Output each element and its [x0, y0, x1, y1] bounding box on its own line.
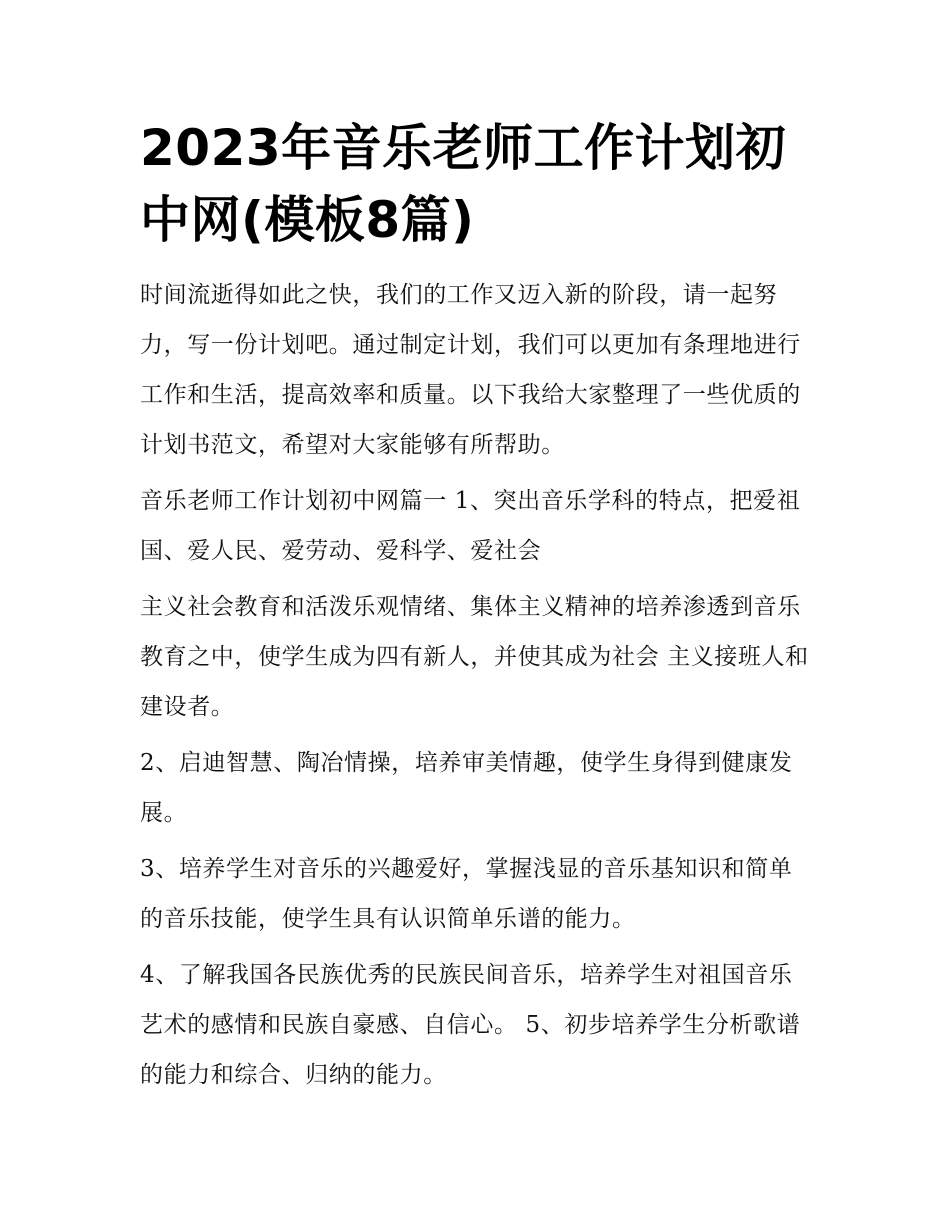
document-title: 2023年音乐老师工作计划初中网(模板8篇) [140, 119, 787, 249]
intro-paragraph: 时间流逝得如此之快，我们的工作又迈入新的阶段，请一起努力，写一份计划吧。通过制定计划，我们可以更加有条理地进行工作和生活，提高效率和质量。以下我给大家整理了一些优质的计划书范文，希望对大家能够有所帮助。 [140, 282, 801, 458]
paragraph: 主义社会教育和活泼乐观情绪、集体主义精神的培养渗透到音乐教育之中，使学生成为四有新人，并使其成为社会 主义接班人和建设者。 [140, 594, 809, 720]
paragraph: 2、启迪智慧、陶冶情操，培养审美情趣，使学生身得到健康发展。 [140, 750, 793, 826]
paragraph: 3、培养学生对音乐的兴趣爱好，掌握浅显的音乐基知识和简单的音乐技能，使学生具有认识简单乐谱的能力。 [140, 856, 793, 932]
paragraph: 4、了解我国各民族优秀的民族民间音乐，培养学生对祖国音乐艺术的感情和民族自豪感、自信心。 5、初步培养学生分析歌谱的能力和综合、归纳的能力。 [140, 962, 801, 1088]
section-one-paragraph: 音乐老师工作计划初中网篇一 1、突出音乐学科的特点，把爱祖国、爱人民、爱劳动、爱科学、爱社会 [140, 488, 801, 564]
document-page [140, 112, 812, 1106]
